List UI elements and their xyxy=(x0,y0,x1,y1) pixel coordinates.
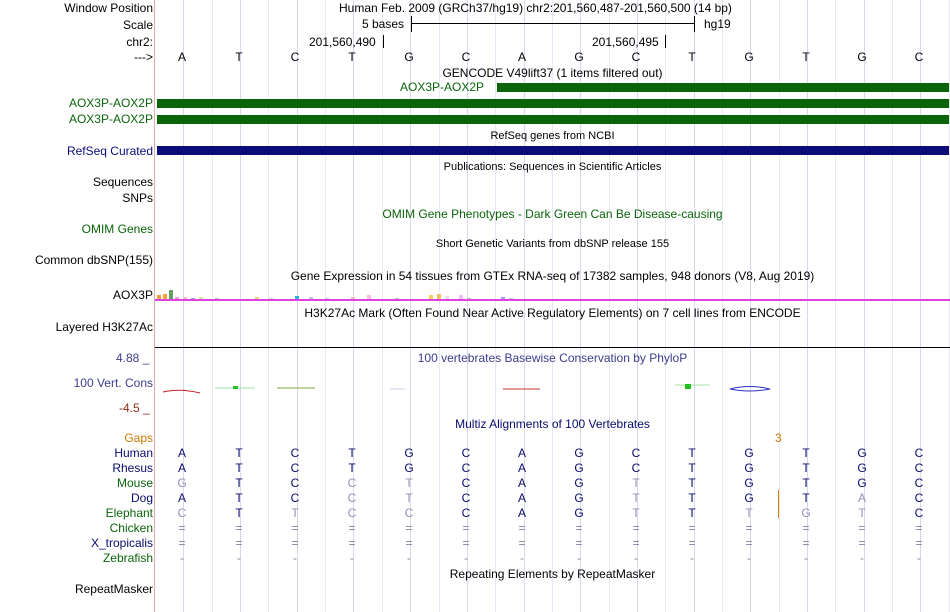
alignment-base: G xyxy=(574,446,584,460)
alignment-base: A xyxy=(857,491,866,505)
alignment-base: - xyxy=(577,551,581,565)
base-letter: T xyxy=(348,50,356,64)
alignment-base: = xyxy=(291,521,299,535)
alignment-base: = xyxy=(348,521,356,535)
alignment-base: C xyxy=(914,446,924,460)
alignment-base: G xyxy=(404,461,414,475)
scale-bar xyxy=(411,23,694,24)
base-letter: C xyxy=(461,50,471,64)
alignment-base: G xyxy=(744,461,754,475)
alignment-base: C xyxy=(290,461,300,475)
alignment-base: G xyxy=(744,476,754,490)
alignment-base: - xyxy=(804,551,808,565)
alignment-base: = xyxy=(915,521,923,535)
alignment-base: T xyxy=(802,491,810,505)
alignment-base: T xyxy=(745,506,753,520)
base-letter: G xyxy=(857,50,867,64)
coord-1-tick xyxy=(383,35,384,48)
gencode-item-label[interactable]: AOX3P-AOX2P xyxy=(400,80,485,94)
window-position-value: Human Feb. 2009 (GRCh37/hg19) chr2:201,560,487-201,560,500 (14 bp) xyxy=(339,1,732,15)
alignment-base: T xyxy=(632,491,640,505)
alignment-base: = xyxy=(235,536,243,550)
alignment-base: A xyxy=(517,491,526,505)
base-letter: A xyxy=(177,50,186,64)
alignment-base: T xyxy=(802,446,810,460)
alignment-base: C xyxy=(177,506,187,520)
alignment-base: T xyxy=(235,461,243,475)
species-label[interactable]: Rhesus xyxy=(112,461,153,475)
coord-2-tick xyxy=(665,35,666,48)
alignment-base: T xyxy=(405,491,413,505)
alignment-base: A xyxy=(177,461,186,475)
alignment-base: - xyxy=(180,551,184,565)
alignment-base: C xyxy=(290,446,300,460)
alignment-base: G xyxy=(801,506,811,520)
h3k27ac-baseline xyxy=(155,347,950,348)
alignment-base: - xyxy=(350,551,354,565)
alignment-base: = xyxy=(575,536,583,550)
gencode-title[interactable]: GENCODE V49lift37 (1 items filtered out) xyxy=(442,66,663,80)
species-label[interactable]: Elephant xyxy=(105,506,153,520)
alignment-base: T xyxy=(632,506,640,520)
alignment-base: - xyxy=(860,551,864,565)
alignment-base: = xyxy=(858,521,866,535)
alignment-base: G xyxy=(574,476,584,490)
alignment-base: - xyxy=(407,551,411,565)
base-letter: G xyxy=(744,50,754,64)
alignment-base: G xyxy=(574,506,584,520)
alignment-base: G xyxy=(857,461,867,475)
alignment-base: - xyxy=(690,551,694,565)
alignment-base: T xyxy=(348,461,356,475)
alignment-base: C xyxy=(461,476,471,490)
species-label[interactable]: Human xyxy=(114,446,153,460)
assembly-label: hg19 xyxy=(704,17,731,31)
alignment-base: = xyxy=(462,521,470,535)
alignment-base: T xyxy=(235,491,243,505)
alignment-base: T xyxy=(802,476,810,490)
gtex-baseline xyxy=(155,299,950,301)
alignment-base: C xyxy=(347,506,357,520)
repeatmasker-label[interactable]: RepeatMasker xyxy=(74,582,153,596)
refseq-title[interactable]: RefSeq genes from NCBI xyxy=(490,130,615,142)
alignment-base: = xyxy=(291,536,299,550)
h3k27ac-title[interactable]: H3K27Ac Mark (Often Found Near Active Regulatory Elements) on 7 cell lines from ENCODE xyxy=(304,306,801,320)
alignment-base: C xyxy=(914,506,924,520)
alignment-base: G xyxy=(857,476,867,490)
chrom-label: chr2: xyxy=(126,35,153,49)
repeatmasker-title[interactable]: Repeating Elements by RepeatMasker xyxy=(449,567,656,581)
alignment-base: C xyxy=(914,476,924,490)
strand-label: ---> xyxy=(134,50,153,64)
alignment-base: C xyxy=(631,461,641,475)
alignment-base: T xyxy=(405,476,413,490)
alignment-base: = xyxy=(688,536,696,550)
alignment-base: = xyxy=(178,521,186,535)
alignment-base: = xyxy=(348,536,356,550)
publications-title[interactable]: Publications: Sequences in Scientific Articles xyxy=(443,161,662,173)
gtex-title[interactable]: Gene Expression in 54 tissues from GTEx RNA-seq of 17382 samples, 948 donors (V8, Aug 2019) xyxy=(290,269,815,283)
gencode-row-label-1[interactable]: AOX3P-AOX2P xyxy=(68,96,153,110)
publications-row-sequences[interactable]: Sequences xyxy=(92,175,153,189)
phylop-min: -4.5 _ xyxy=(119,401,150,415)
base-letter: T xyxy=(802,50,810,64)
gtex-bar[interactable] xyxy=(169,290,173,299)
alignment-base: A xyxy=(177,491,186,505)
alignment-base: = xyxy=(178,536,186,550)
base-letter: C xyxy=(290,50,300,64)
alignment-base: G xyxy=(857,446,867,460)
alignment-base: - xyxy=(464,551,468,565)
alignment-base: G xyxy=(404,446,414,460)
alignment-base: G xyxy=(744,491,754,505)
gap-marker xyxy=(778,490,779,518)
alignment-base: C xyxy=(914,491,924,505)
alignment-base: A xyxy=(517,506,526,520)
alignment-base: T xyxy=(688,476,696,490)
alignment-base: C xyxy=(461,461,471,475)
gencode-bar-3[interactable] xyxy=(157,115,949,124)
alignment-base: A xyxy=(517,461,526,475)
alignment-base: - xyxy=(634,551,638,565)
species-label[interactable]: Dog xyxy=(130,491,153,505)
alignment-base: = xyxy=(915,536,923,550)
gtex-bars[interactable] xyxy=(155,286,515,299)
phylop-title[interactable]: 100 vertebrates Basewise Conservation by PhyloP xyxy=(417,351,688,365)
alignment-base: C xyxy=(290,476,300,490)
base-letter: C xyxy=(914,50,924,64)
scale-bar-right-tick xyxy=(694,16,695,32)
alignment-base: C xyxy=(347,491,357,505)
alignment-base: C xyxy=(914,461,924,475)
alignment-base: = xyxy=(518,536,526,550)
alignment-base: G xyxy=(177,476,187,490)
alignment-base: - xyxy=(520,551,524,565)
base-letter: C xyxy=(631,50,641,64)
species-label[interactable]: Mouse xyxy=(116,476,153,490)
base-letter: T xyxy=(235,50,243,64)
omim-label[interactable]: OMIM Genes xyxy=(81,222,153,236)
alignment-base: = xyxy=(518,521,526,535)
base-letter: T xyxy=(688,50,696,64)
alignment-base: T xyxy=(291,506,299,520)
alignment-base: = xyxy=(632,536,640,550)
alignment-base: T xyxy=(688,461,696,475)
alignment-base: G xyxy=(574,461,584,475)
base-letter: G xyxy=(404,50,414,64)
alignment-base: C xyxy=(461,446,471,460)
scale-value: 5 bases xyxy=(362,17,405,31)
alignment-base: - xyxy=(917,551,921,565)
publications-row-snps[interactable]: SNPs xyxy=(122,191,153,205)
refseq-bar[interactable] xyxy=(157,146,949,155)
gap-count: 3 xyxy=(775,431,782,445)
alignment-base: C xyxy=(347,476,357,490)
alignment-base: C xyxy=(461,491,471,505)
alignment-base: = xyxy=(802,536,810,550)
alignment-base: C xyxy=(631,446,641,460)
alignment-base: C xyxy=(404,506,414,520)
alignment-base: - xyxy=(293,551,297,565)
alignment-base: T xyxy=(688,491,696,505)
h3k27ac-label[interactable]: Layered H3K27Ac xyxy=(55,320,153,334)
alignment-base: T xyxy=(235,476,243,490)
species-label[interactable]: Chicken xyxy=(109,521,153,535)
alignment-base: A xyxy=(177,446,186,460)
alignment-base: G xyxy=(574,491,584,505)
phylop-max: 4.88 _ xyxy=(116,351,150,365)
alignment-base: = xyxy=(858,536,866,550)
alignment-base: T xyxy=(688,446,696,460)
base-letter: G xyxy=(574,50,584,64)
alignment-base: A xyxy=(517,446,526,460)
window-position-label: Window Position xyxy=(64,1,153,15)
omim-title[interactable]: OMIM Gene Phenotypes - Dark Green Can Be Disease-causing xyxy=(382,207,723,221)
alignment-base: A xyxy=(517,476,526,490)
coord-1: 201,560,490 xyxy=(309,35,376,49)
alignment-base: T xyxy=(632,476,640,490)
alignment-base: T xyxy=(858,506,866,520)
alignment-base: T xyxy=(802,461,810,475)
alignment-base: = xyxy=(405,536,413,550)
gencode-row-label-2[interactable]: AOX3P-AOX2P xyxy=(68,112,153,126)
alignment-base: = xyxy=(802,521,810,535)
phylop-label[interactable]: 100 Vert. Cons xyxy=(73,376,153,390)
alignment-base: C xyxy=(461,506,471,520)
alignment-base: = xyxy=(745,521,753,535)
dbsnp-label[interactable]: Common dbSNP(155) xyxy=(34,253,153,267)
scale-label: Scale xyxy=(122,18,153,32)
multiz-title[interactable]: Multiz Alignments of 100 Vertebrates xyxy=(455,417,650,431)
alignment-base: T xyxy=(348,446,356,460)
gaps-label[interactable]: Gaps xyxy=(124,431,153,445)
alignment-base: G xyxy=(744,446,754,460)
gtex-label[interactable]: AOX3P xyxy=(112,288,153,302)
alignment-base: = xyxy=(405,521,413,535)
dbsnp-title[interactable]: Short Genetic Variants from dbSNP release 155 xyxy=(435,238,670,250)
coord-2: 201,560,495 xyxy=(592,35,659,49)
gencode-bar-2[interactable] xyxy=(157,99,949,108)
alignment-base: = xyxy=(575,521,583,535)
alignment-base: T xyxy=(688,506,696,520)
base-letter: A xyxy=(517,50,526,64)
alignment-base: - xyxy=(747,551,751,565)
alignment-base: = xyxy=(462,536,470,550)
alignment-base: C xyxy=(290,491,300,505)
alignment-base: = xyxy=(745,536,753,550)
gencode-bar-1[interactable] xyxy=(497,83,949,92)
phylop-plot[interactable] xyxy=(155,380,950,396)
alignment-base: = xyxy=(688,521,696,535)
alignment-base: T xyxy=(235,506,243,520)
species-label[interactable]: Zebrafish xyxy=(102,551,153,565)
species-label[interactable]: X_tropicalis xyxy=(90,536,153,550)
alignment-base: - xyxy=(237,551,241,565)
refseq-label[interactable]: RefSeq Curated xyxy=(66,144,153,158)
alignment-base: T xyxy=(235,446,243,460)
alignment-base: = xyxy=(235,521,243,535)
scale-bar-left-tick xyxy=(411,16,412,32)
alignment-base: = xyxy=(632,521,640,535)
